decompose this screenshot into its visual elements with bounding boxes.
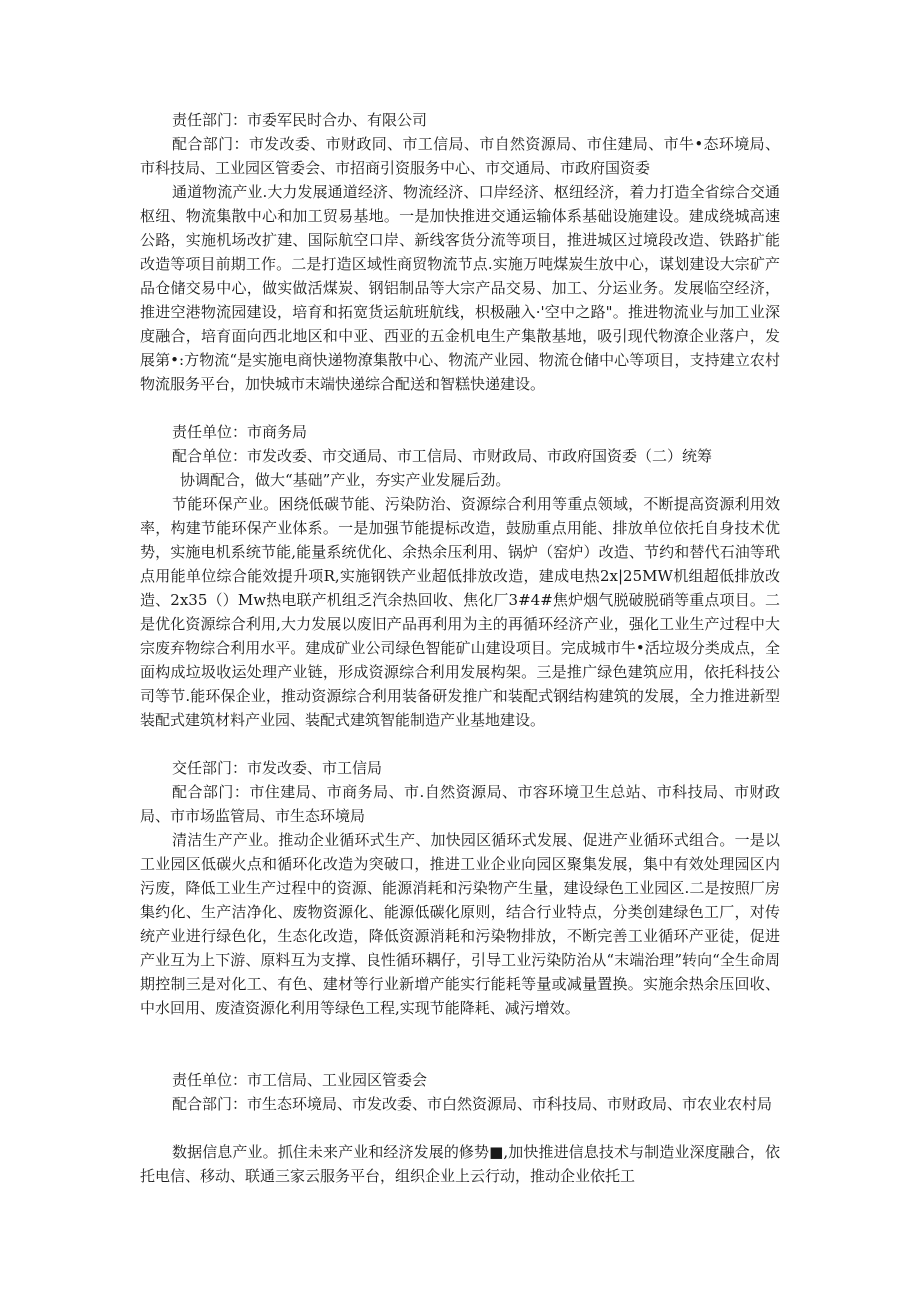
responsible-dept-1: 责任部门：市委军民时合办、有限公司 (172, 111, 428, 129)
cooperating-dept-3: 配合部门：市生态环境局、市发改委、市白然资源局、市科技局、市财政局、市农业农村局 (172, 1095, 773, 1113)
section-heading-2: 协调配合，做大“基础”产业，夯实产业发屣后劲。 (180, 471, 511, 489)
cooperating-unit-1: 配合单位：市发改委、市交通局、市工信局、市财政局、市政府国资委（二）统筹 (172, 447, 713, 465)
responsible-unit-1: 责任单位：市商务局 (172, 423, 308, 441)
paragraph-logistics: 通道物流产业.大力发展通道经济、物流经济、口岸经济、枢纽经济，着力打造全省综合交通枢纽、物流集散中心和加工贸易基地。一是加快推进交通运输体系基础设施建设。建成绕城高速公路，实施机场改扩建、国际航空口岸、新线客货分流等项目，推进城区过境段改造、铁路扩能改造等项目前期工作。二是打造区域性商贸物流节点.实施万吨煤炭生放中心，谋划建设大宗矿产品仓储交易中心，做实做活煤炭、钢铝制品等大宗产品交易、加工、分运业务。发展临空经济，推进空港物流园建设，培育和拓宽货运航班航线，枳极融入·'空中之路"。推进物流业与加工业深度融合，培育面向西北地区和中亚、西亚的五金机电生产集散基地，吸引现代物潦企业落户，发展第•:方物流“是实施电商快递物潦集散中心、物流产业园、物流仓储中心等项目，支持建立农村物流服务平台，加快城市末端快递综合配送和智糕快递建设。 (140, 183, 780, 393)
responsible-dept-2: 交任部门：市发改委、市工信局 (172, 759, 383, 777)
cooperating-dept-1: 配合部门：市发改委、市财政同、市工信局、市自然资源局、市住建局、市牛•态环境局、市科技局、工业园区管委会、市招商引资服务中心、市交通局、市政府国资委 (140, 135, 780, 177)
responsible-unit-2: 责任单位：市工信局、工业园区管委会 (172, 1071, 428, 1089)
paragraph-clean-production: 清洁生产产业。推动企业循环式生产、加快园区循环式发展、促进产业循环式组合。一是以工业园区低碳火点和循环化改造为突破口，推进工业企业向园区聚集发展，集中有效处理园区内污废，降低工业生产过程中的资源、能源消耗和污染物产生量，建设绿色工业园区.二是按照厂房集约化、生产洁净化、废物资源化、能源低碳化原则，结合行业特点，分类创建绿色工厂，对传统产业进行绿色化，生态化改造，降低资源消耗和污染物排放，不断完善工业循环产亚徒，促进产业互为上下游、原料互为支撑、良性循环耦仔，引导工业污染防治从“末端治理”转向“全生命周期控制三是对化工、有色、建材等行业新增产能实行能耗等量或减量置换。实施余热余压回收、中水回用、废渣资源化利用等绿色工程,实现节能降耗、减污增效。 (140, 831, 780, 1017)
paragraph-data-info: 数据信息产业。抓住未来产业和经济发展的修势■,加快推进信息技术与制造业深度融合，依托电信、移动、联通三家云服务平台，组织企业上云行动，推动企业依托工 (140, 1143, 780, 1185)
cooperating-dept-2: 配合部门：市住建局、市商务局、市.自然资源局、市容环境卫生总站、市科技局、市财政局、市市场监管局、市生态环境局 (140, 783, 780, 825)
paragraph-energy-saving: 节能环保产业。困绕低碳节能、污染防治、资源综合利用等重点领域，不断提高资源利用效率，构建节能环保产业体系。一是加强节能提标改造，鼓励重点用能、排放单位依托自身技术优势，实施电机系统节能,能量系统优化、余热余压利用、锅炉（窑炉）改造、节约和替代石油等玳点用能单位综合能效提升项R,实施钢铁产业超低排放改造，建成电热2x|25MW机组超低排放改造、2x35（）Mw热电联产机组乏汽余热回收、焦化厂3#4#焦炉烟气脱破脱硝等重点项目。二是优化资源综合利用,大力发展以废旧产品再利用为主的再循环经济产业，强化工业生产过程中大宗废弃物综合利用水平。建成矿业公司绿色智能矿山建设项目。完成城市牛•活垃圾分类成点，全面构成垃圾收运处理产业链，形成资源综合利用发展构架。三是推广绿色建筑应用，依托科技公司等节.能环保企业，推动资源综合利用装备研发推广和装配式钢结构建筑的发展，全力推进新型装配式建筑材料产业园、装配式建筑智能制造产业基地建设。 (140, 495, 780, 729)
